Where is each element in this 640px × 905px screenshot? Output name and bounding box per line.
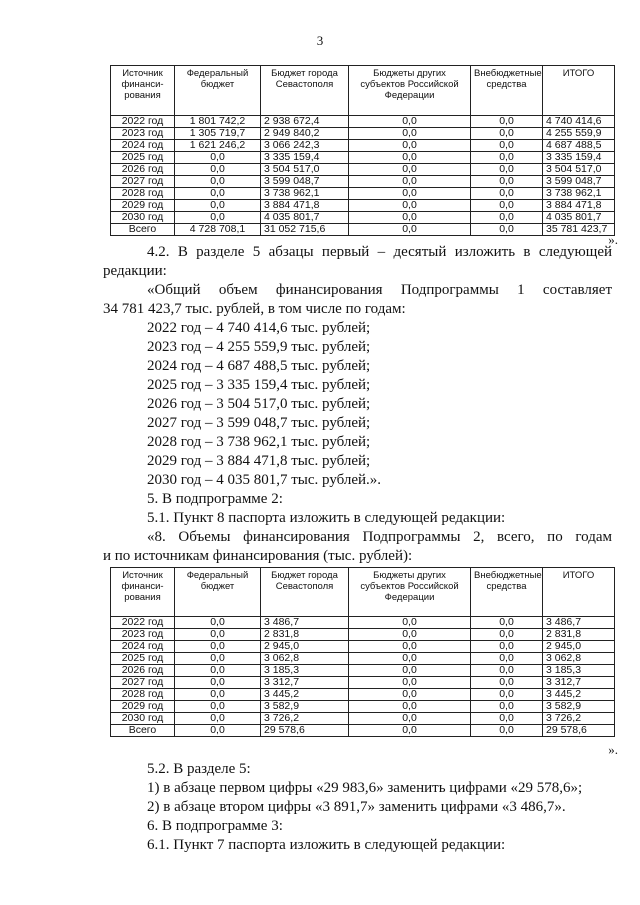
year-line: 2025 год – 3 335 159,4 тыс. рублей; [147, 377, 371, 393]
quote-paragraph: «Общий объем финансирования Подпрограммы 1 составляет [147, 282, 612, 298]
table-row [111, 689, 615, 701]
table-header-row [111, 66, 615, 116]
table-cell: 2023 год [111, 629, 175, 641]
table-cell: 0,0 [349, 188, 471, 200]
table-cell: 0,0 [175, 725, 261, 737]
table-cell: 3 486,7 [261, 617, 349, 629]
table-cell: 0,0 [175, 677, 261, 689]
table-cell: 0,0 [349, 164, 471, 176]
table-row [111, 152, 615, 164]
year-line: 2024 год – 4 687 488,5 тыс. рублей; [147, 358, 371, 374]
table-cell: 2028 год [111, 689, 175, 701]
table-cell: 4 728 708,1 [175, 224, 261, 236]
table-row [111, 617, 615, 629]
table-cell: 4 740 414,6 [543, 116, 615, 128]
table-cell: 2022 год [111, 617, 175, 629]
year-line: 2022 год – 4 740 414,6 тыс. рублей; [147, 320, 371, 336]
table-cell: 0,0 [175, 689, 261, 701]
table-cell: 0,0 [471, 617, 543, 629]
table-cell: 2030 год [111, 713, 175, 725]
table-cell: 2 945,0 [261, 641, 349, 653]
table-cell: 0,0 [349, 677, 471, 689]
table-row [111, 653, 615, 665]
table-cell: 4 035 801,7 [261, 212, 349, 224]
table-cell: 3 599 048,7 [261, 176, 349, 188]
table-cell: 0,0 [175, 200, 261, 212]
table-cell: 0,0 [349, 224, 471, 236]
table-cell: 0,0 [471, 212, 543, 224]
table-cell: 2 831,8 [543, 629, 615, 641]
header-source: Источник финанси-рования [111, 66, 175, 116]
table-row [111, 701, 615, 713]
table-cell: 3 185,3 [261, 665, 349, 677]
table-row [111, 677, 615, 689]
table-cell: 0,0 [471, 152, 543, 164]
quote-close-1: ». [608, 232, 618, 247]
table-cell: 3 312,7 [261, 677, 349, 689]
table-cell: Всего [111, 224, 175, 236]
header-city: Бюджет города Севастополя [261, 66, 349, 116]
table-cell: 3 445,2 [543, 689, 615, 701]
table-cell: 2027 год [111, 677, 175, 689]
table-cell: 2022 год [111, 116, 175, 128]
table-cell: 3 504 517,0 [543, 164, 615, 176]
table-row [111, 140, 615, 152]
table-row [111, 713, 615, 725]
table-cell: 0,0 [471, 164, 543, 176]
table-cell: 2027 год [111, 176, 175, 188]
header-federal: Федеральный бюджет [175, 66, 261, 116]
table-row [111, 176, 615, 188]
table-cell: 0,0 [349, 617, 471, 629]
paragraph-5: 5. В подпрограмме 2: [147, 491, 283, 507]
table-cell: 0,0 [471, 224, 543, 236]
table-cell: 2030 год [111, 212, 175, 224]
table-cell: 1 801 742,2 [175, 116, 261, 128]
table-row [111, 188, 615, 200]
table-cell: 31 052 715,6 [261, 224, 349, 236]
table-cell: 0,0 [349, 116, 471, 128]
table-cell: 0,0 [349, 713, 471, 725]
table-cell: 0,0 [349, 725, 471, 737]
table-cell: 0,0 [471, 128, 543, 140]
table-cell: 0,0 [349, 653, 471, 665]
paragraph-5-1: 5.1. Пункт 8 паспорта изложить в следующей редакции: [147, 510, 506, 526]
table-row [111, 629, 615, 641]
table-cell: 2024 год [111, 641, 175, 653]
table-row [111, 116, 615, 128]
table-row [111, 212, 615, 224]
financing-table-1 [110, 65, 615, 236]
table-cell: 3 884 471,8 [261, 200, 349, 212]
table-cell: 3 062,8 [261, 653, 349, 665]
table-cell: 0,0 [471, 188, 543, 200]
table-cell: 2029 год [111, 701, 175, 713]
table-cell: 0,0 [349, 128, 471, 140]
table-cell: 0,0 [471, 701, 543, 713]
paragraph-4-2: 4.2. В разделе 5 абзацы первый – десятый изложить в следующей [147, 244, 612, 260]
table-cell: 3 582,9 [261, 701, 349, 713]
table-cell: 0,0 [349, 641, 471, 653]
year-line: 2023 год – 4 255 559,9 тыс. рублей; [147, 339, 371, 355]
table-cell: 2025 год [111, 152, 175, 164]
page-number: 3 [316, 33, 324, 48]
financing-table-2 [110, 567, 615, 737]
table-cell: 0,0 [175, 617, 261, 629]
table-cell: 29 578,6 [543, 725, 615, 737]
table-cell: 2 938 672,4 [261, 116, 349, 128]
table-cell: 2 949 840,2 [261, 128, 349, 140]
header-extra: Внебюджетные средства [471, 568, 543, 617]
table-header-row [111, 568, 615, 617]
table-row [111, 641, 615, 653]
table-cell: 0,0 [175, 176, 261, 188]
paragraph-5-2: 5.2. В разделе 5: [147, 761, 251, 777]
table-cell: 3 582,9 [543, 701, 615, 713]
table-cell: 0,0 [471, 677, 543, 689]
table-cell: Всего [111, 725, 175, 737]
year-line: 2028 год – 3 738 962,1 тыс. рублей; [147, 434, 371, 450]
quote-close-2: ». [608, 742, 618, 757]
table-cell: 3 486,7 [543, 617, 615, 629]
table-cell: 0,0 [471, 725, 543, 737]
table-cell: 0,0 [349, 176, 471, 188]
table-cell: 4 255 559,9 [543, 128, 615, 140]
table-row [111, 665, 615, 677]
table-cell: 0,0 [471, 665, 543, 677]
table-cell: 0,0 [175, 188, 261, 200]
table-cell: 0,0 [349, 689, 471, 701]
table-cell: 0,0 [471, 116, 543, 128]
table-cell: 3 335 159,4 [261, 152, 349, 164]
table-cell: 3 738 962,1 [543, 188, 615, 200]
table-cell: 1 621 246,2 [175, 140, 261, 152]
table-cell: 2025 год [111, 653, 175, 665]
header-regions: Бюджеты других субъектов Российской Федерации [349, 568, 471, 617]
table-cell: 0,0 [349, 152, 471, 164]
table-cell: 3 599 048,7 [543, 176, 615, 188]
table-row [111, 200, 615, 212]
table-cell: 0,0 [175, 164, 261, 176]
paragraph-4-2-cont: редакции: [103, 263, 167, 279]
table-cell: 3 884 471,8 [543, 200, 615, 212]
table-cell: 2026 год [111, 164, 175, 176]
paragraph-8-cont: и по источникам финансирования (тыс. рублей): [103, 548, 413, 564]
table-cell: 3 726,2 [261, 713, 349, 725]
table-cell: 29 578,6 [261, 725, 349, 737]
table-cell: 0,0 [471, 176, 543, 188]
table-cell: 0,0 [471, 629, 543, 641]
table-cell: 0,0 [175, 212, 261, 224]
table-cell: 3 066 242,3 [261, 140, 349, 152]
table-cell: 2 831,8 [261, 629, 349, 641]
table-row [111, 128, 615, 140]
table-cell: 0,0 [175, 641, 261, 653]
table-cell: 0,0 [175, 629, 261, 641]
table-cell: 3 738 962,1 [261, 188, 349, 200]
table-cell: 3 312,7 [543, 677, 615, 689]
table-cell: 2028 год [111, 188, 175, 200]
table-cell: 0,0 [349, 629, 471, 641]
header-federal: Федеральный бюджет [175, 568, 261, 617]
table-cell: 0,0 [175, 653, 261, 665]
table-cell: 3 062,8 [543, 653, 615, 665]
table-row [111, 725, 615, 737]
year-line: 2030 год – 4 035 801,7 тыс. рублей.». [147, 472, 382, 488]
table-cell: 0,0 [349, 701, 471, 713]
table-cell: 35 781 423,7 [543, 224, 615, 236]
table-cell: 2024 год [111, 140, 175, 152]
table-cell: 0,0 [175, 665, 261, 677]
quote-paragraph-cont: 34 781 423,7 тыс. рублей, в том числе по годам: [103, 301, 406, 317]
table-cell: 3 726,2 [543, 713, 615, 725]
header-total: ИТОГО [543, 568, 615, 617]
header-total: ИТОГО [543, 66, 615, 116]
table-cell: 0,0 [471, 140, 543, 152]
table-cell: 0,0 [175, 713, 261, 725]
table-cell: 0,0 [349, 140, 471, 152]
header-regions: Бюджеты других субъектов Российской Федерации [349, 66, 471, 116]
table-cell: 0,0 [349, 665, 471, 677]
paragraph-5-2-item-2: 2) в абзаце втором цифры «3 891,7» заменить цифрами «3 486,7». [147, 799, 566, 815]
table-cell: 0,0 [471, 653, 543, 665]
year-line: 2027 год – 3 599 048,7 тыс. рублей; [147, 415, 371, 431]
paragraph-8: «8. Объемы финансирования Подпрограммы 2, всего, по годам [147, 529, 612, 545]
table-cell: 0,0 [471, 713, 543, 725]
table-cell: 0,0 [175, 152, 261, 164]
table-cell: 3 335 159,4 [543, 152, 615, 164]
paragraph-6: 6. В подпрограмме 3: [147, 818, 283, 834]
table-cell: 2023 год [111, 128, 175, 140]
table-cell: 0,0 [471, 641, 543, 653]
table-cell: 0,0 [471, 200, 543, 212]
table-cell: 0,0 [471, 689, 543, 701]
table-cell: 2 945,0 [543, 641, 615, 653]
table-cell: 1 305 719,7 [175, 128, 261, 140]
table-cell: 3 504 517,0 [261, 164, 349, 176]
table-cell: 3 445,2 [261, 689, 349, 701]
table-row [111, 164, 615, 176]
table-row [111, 224, 615, 236]
table-cell: 0,0 [175, 701, 261, 713]
table-cell: 4 035 801,7 [543, 212, 615, 224]
paragraph-5-2-item-1: 1) в абзаце первом цифры «29 983,6» заменить цифрами «29 578,6»; [147, 780, 583, 796]
table-cell: 0,0 [349, 212, 471, 224]
table-cell: 2029 год [111, 200, 175, 212]
table-cell: 2026 год [111, 665, 175, 677]
header-extra: Внебюджетные средства [471, 66, 543, 116]
year-line: 2029 год – 3 884 471,8 тыс. рублей; [147, 453, 371, 469]
paragraph-6-1: 6.1. Пункт 7 паспорта изложить в следующей редакции: [147, 837, 506, 853]
table-cell: 4 687 488,5 [543, 140, 615, 152]
year-line: 2026 год – 3 504 517,0 тыс. рублей; [147, 396, 371, 412]
table-cell: 3 185,3 [543, 665, 615, 677]
header-city: Бюджет города Севастополя [261, 568, 349, 617]
header-source: Источник финанси-рования [111, 568, 175, 617]
table-cell: 0,0 [349, 200, 471, 212]
